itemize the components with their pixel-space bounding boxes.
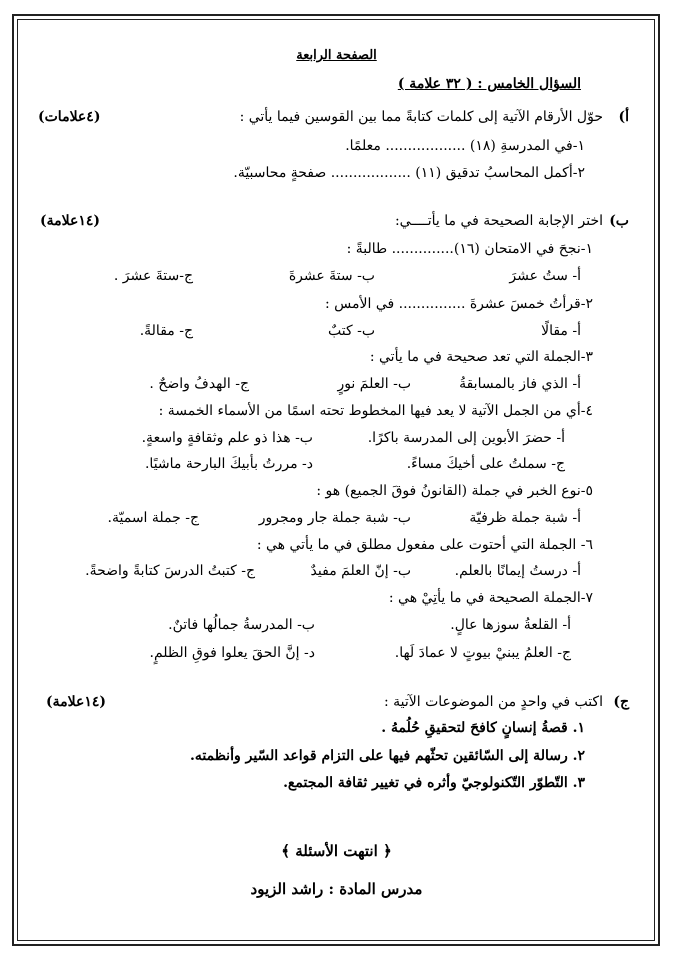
part-a-marks: (٤علامات) xyxy=(38,109,101,125)
question-stem: ٢-قرأتُ خمسَ عشرةَ ............... في الأمس : xyxy=(324,296,593,312)
topic-item: ٢. رسالة إلى السّائقين تحثّهم فيها على التزام قواعد السّير وأنظمته. xyxy=(190,748,585,764)
question-stem: ٣-الجملة التي تعد صحيحة في ما يأتي : xyxy=(369,349,593,365)
teacher-signature: مدرس المادة : راشد الزيود xyxy=(250,880,423,898)
option: ب- المدرسةُ جمالُها فاتنٌ. xyxy=(168,617,315,633)
topic-item: ١. قصةُ إنسانٍ كافحَ لتحقيقِ حُلُمهُ . xyxy=(381,720,585,736)
page-title: الصفحة الرابعة xyxy=(296,48,377,63)
option: أ- مقالًا xyxy=(541,323,581,339)
question-stem: ٧-الجملة الصحيحة في ما يأتِيْ هي : xyxy=(388,590,593,606)
option: أ- شبة جملة ظرفيّة xyxy=(469,510,581,526)
part-a-instruction: حوّل الأرقام الآتية إلى كلمات كتابةً مما بين القوسين فيما يأتي : xyxy=(239,109,603,125)
part-c-marks: (١٤علامة) xyxy=(46,694,107,710)
end-of-questions: ﴿ انتهت الأسئلة ﴾ xyxy=(281,842,392,860)
part-b-label: ب) xyxy=(609,213,629,229)
question-heading: السؤال الخامس : ( ٣٢ علامة ) xyxy=(397,76,581,92)
part-a-item: ٢-أكمل المحاسبُ تدقيق (١١) .................. صفحةٍ محاسبيّة. xyxy=(233,165,585,181)
question-stem: ١-نجحَ في الامتحان (١٦).............. طالبةً : xyxy=(346,241,593,257)
option: ب- شبة جملة جار ومجرور xyxy=(258,510,411,526)
option: ج- جملة اسميّة. xyxy=(107,510,199,526)
option: أ- حضرَ الأبوين إلى المدرسة باكرًا. xyxy=(367,430,565,446)
part-b-instruction: اختر الإجابة الصحيحة في ما يأتــــي: xyxy=(394,213,603,229)
option: ج- العلمُ يبنيْ بيوتٍ لا عمادَ لَها. xyxy=(394,645,571,661)
option: د- مررتُ بأبيكَ البارحة ماشيًا. xyxy=(144,456,313,472)
part-c-label: ج) xyxy=(613,694,629,710)
option: أ- درستُ إيمانًا بالعلم. xyxy=(454,563,581,579)
question-stem: ٤-أي من الجمل الآتية لا يعد فيها المخطوط تحته اسمًا من الأسماء الخمسة : xyxy=(158,403,593,419)
part-b-marks: (١٤علامة) xyxy=(40,213,101,229)
option: ج-ستةَ عشرَ . xyxy=(113,268,193,284)
option: ج- سملتُ على أخيكَ مساءً. xyxy=(406,456,565,472)
question-stem: ٦- الجملة التي أحتوت على مفعول مطلق في ما يأتي هي : xyxy=(256,537,593,553)
part-a-label: أ) xyxy=(618,109,629,125)
option: د- إنَّ الحقَ يعلوا فوقِ الظلمٍ. xyxy=(149,645,315,661)
option: ب- العلمَ نورٍ xyxy=(337,376,411,392)
option: أ- الذي فاز بالمسابقةُ xyxy=(459,376,581,392)
option: أ- ستُ عشرَ xyxy=(509,268,581,284)
option: ب- كتبٌ xyxy=(328,323,375,339)
part-c-instruction: اكتب في واحدٍ من الموضوعات الآتية : xyxy=(383,694,603,710)
question-stem: ٥-نوع الخبر في جملة (القانونُ فوقَ الجميع) هو : xyxy=(316,483,593,499)
option: ب- ستةَ عشرةَ xyxy=(288,268,375,284)
option: ج- الهدفُ واضحٌ . xyxy=(149,376,249,392)
option: ب- هذا ذو علم وثقافةٍ واسعةٍ. xyxy=(141,430,313,446)
topic-item: ٣. التّطوّر التّكنولوجيّ وأثره في تغيير ثقافة المجتمع. xyxy=(283,775,585,791)
page-border-inner xyxy=(17,19,655,941)
option: أ- القلعةُ سوزها عالٍ. xyxy=(450,617,571,633)
option: ج- مقالةً. xyxy=(139,323,193,339)
part-a-item: ١-في المدرسةِ (١٨) .................. معلمًا. xyxy=(345,138,585,154)
option: ج- كتبتُ الدرسَ كتابةً واضحةً. xyxy=(85,563,255,579)
option: ب- إنّ العلمَ مفيدٌ xyxy=(310,563,411,579)
